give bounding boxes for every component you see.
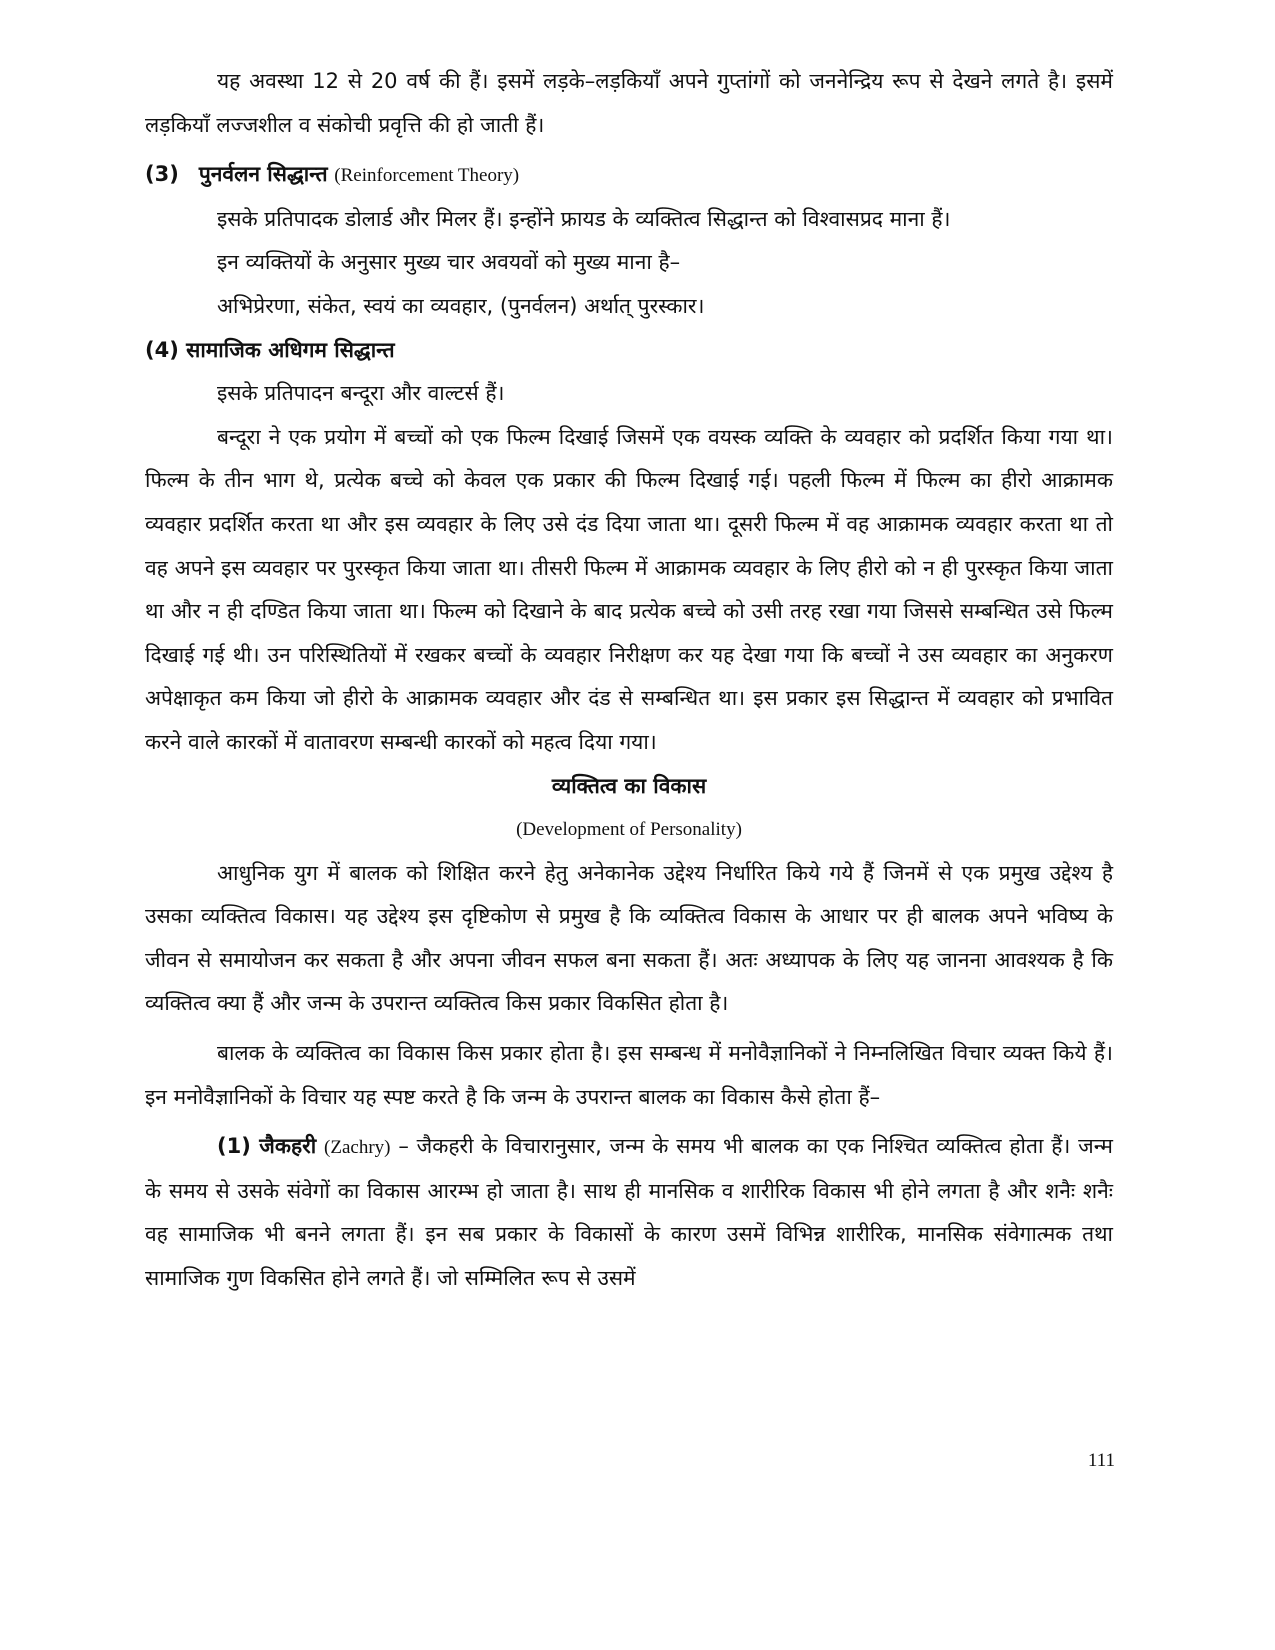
section-subtitle: (Development of Personality) <box>516 819 742 841</box>
heading-social-learning-theory: (4) सामाजिक अधिगम सिद्धान्त <box>145 337 395 362</box>
paragraph-bandura-walters: इसके प्रतिपादन बन्दूरा और वाल्टर्स हैं। <box>217 381 505 406</box>
paragraph-modern-education: आधुनिक युग में बालक को शिक्षित करने हेतु अनेकानेक उद्देश्य निर्धारित किये गये हैं जिनमें से एक प्रमुख उद्देश्य है उसका व्यक्तित्व विकास। यह उद्देश्य इस दृष्टिकोण से प्रमुख है कि व्यक्तित्व विकास के आधार पर ही बालक अपने भविष्य के जीवन से समायोजन कर सकता है और अपना जीवन सफल बना सकता हैं। अतः अध्यापक के लिए यह जानना आवश्यक है कि व्यक्तित्व क्या हैं और जन्म के उपरान्त व्यक्तित्व किस प्रकार विकसित होता है। <box>145 860 1113 1016</box>
section-title: व्यक्तित्व का विकास <box>551 773 707 798</box>
paragraph-components-list: अभिप्रेरणा, संकेत, स्वयं का व्यवहार, (पुनर्वलन) अर्थात् पुरस्कार। <box>217 293 705 318</box>
zachry-lead: (1) जैकहरी <box>217 1134 317 1159</box>
paragraph-dollard-miller: इसके प्रतिपादक डोलार्ड और मिलर हैं। इन्होंने फ्रायड के व्यक्तित्व सिद्धान्त को विश्वासप्रद माना हैं। <box>217 206 951 231</box>
heading-english: (Reinforcement Theory) <box>334 165 520 187</box>
paragraph-adolescence: यह अवस्था 12 से 20 वर्ष की हैं। इसमें लड़के–लड़कियाँ अपने गुप्तांगों को जननेन्द्रिय रूप से देखने लगते है। इसमें लड़कियाँ लज्जशील व संकोची प्रवृत्ति की हो जाती हैं। <box>145 69 1113 137</box>
heading-title: पुनर्वलन सिद्धान्त <box>198 162 328 187</box>
heading-reinforcement-theory <box>145 153 1113 198</box>
page-number: 111 <box>1087 1450 1115 1471</box>
heading-number: (3) <box>145 162 179 187</box>
paragraph-bandura-experiment: बन्दूरा ने एक प्रयोग में बच्चों को एक फिल्म दिखाई जिसमें एक वयस्क व्यक्ति के व्यवहार को प्रदर्शित किया गया था। फिल्म के तीन भाग थे, प्रत्येक बच्चे को केवल एक प्रकार की फिल्म दिखाई गई। पहली फिल्म में फिल्म का हीरो आक्रामक व्यवहार प्रदर्शित करता था और इस व्यवहार के लिए उसे दंड दिया जाता था। दूसरी फिल्म में वह आक्रामक व्यवहार करता था तो वह अपने इस व्यवहार पर पुरस्कृत किया जाता था। तीसरी फिल्म में आक्रामक व्यवहार के लिए हीरो को न ही पुरस्कृत किया जाता था और न ही दण्डित किया जाता था। फिल्म को दिखाने के बाद प्रत्येक बच्चे को उसी तरह रखा गया जिससे सम्बन्धित उसे फिल्म दिखाई गई थी। उन परिस्थितियों में रखकर बच्चों के व्यवहार निरीक्षण कर यह देखा गया कि बच्चों ने उस व्यवहार का अनुकरण अपेक्षाकृत कम किया जो हीरो के आक्रामक व्यवहार और दंड से सम्बन्धित था। इस प्रकार इस सिद्धान्त में व्यवहार को प्रभावित करने वाले कारकों में वातावरण सम्बन्धी कारकों को महत्व दिया गया। <box>145 424 1113 754</box>
paragraph-four-components: इन व्यक्तियों के अनुसार मुख्य चार अवयवों को मुख्य माना है– <box>217 250 681 275</box>
document-page <box>145 60 1113 1301</box>
paragraph-zachry <box>145 1125 1113 1300</box>
zachry-text: – जैकहरी के विचारानुसार, जन्म के समय भी बालक का एक निश्चित व्यक्तित्व होता हैं। जन्म के समय से उसके संवेगों का विकास आरम्भ हो जाता है। साथ ही मानसिक व शारीरिक विकास भी होने लगता है और शनैः शनैः वह सामाजिक भी बनने लगता हैं। इन सब प्रकार के विकासों के कारण उसमें विभिन्न शारीरिक, मानसिक संवेगात्मक तथा सामाजिक गुण विकसित होने लगते हैं। जो सम्मिलित रूप से उसमें <box>145 1134 1113 1291</box>
paragraph-psychologists-views: बालक के व्यक्तित्व का विकास किस प्रकार होता है। इस सम्बन्ध में मनोवैज्ञानिकों ने निम्नलिखित विचार व्यक्त किये हैं। इन मनोवैज्ञानिकों के विचार यह स्पष्ट करते है कि जन्म के उपरान्त बालक का विकास कैसे होता हैं– <box>145 1041 1113 1109</box>
zachry-english: (Zachry) <box>324 1137 391 1159</box>
